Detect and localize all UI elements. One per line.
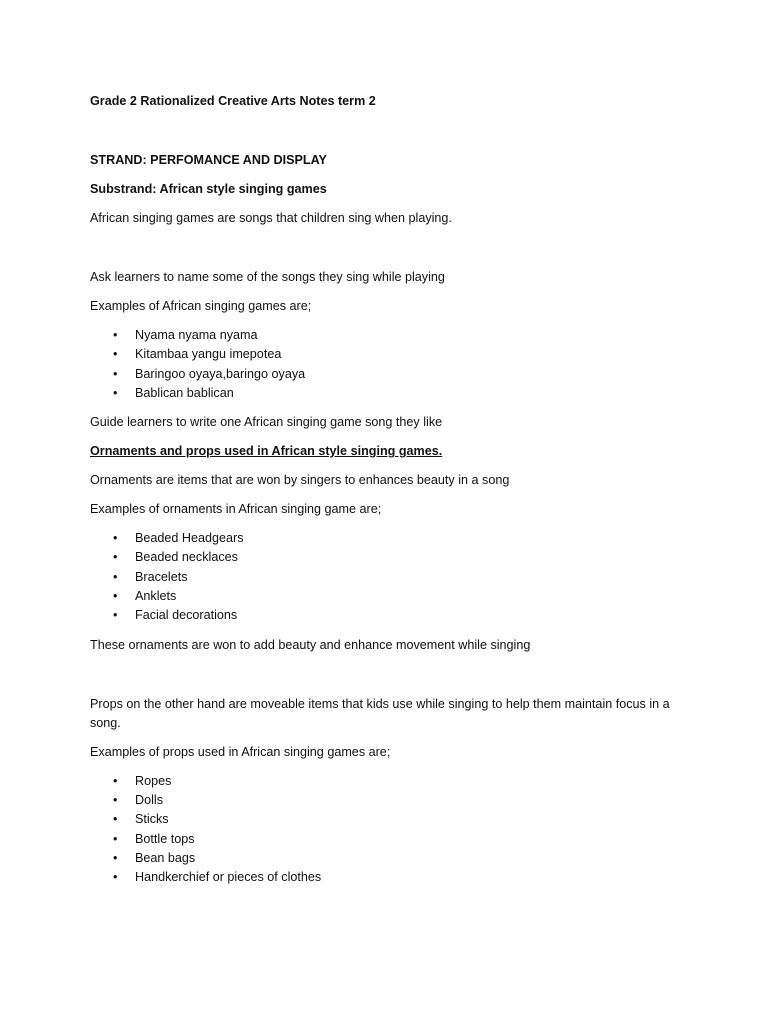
bullet-icon: • bbox=[113, 531, 118, 546]
list-item: • Facial decorations bbox=[90, 606, 688, 625]
bullet-icon: • bbox=[113, 870, 118, 885]
list-item: • Nyama nyama nyama bbox=[90, 326, 688, 345]
props-definition: Props on the other hand are moveable items that kids use while singing to help them maintain focus in a song. bbox=[90, 696, 670, 730]
ask-learners-paragraph: Ask learners to name some of the songs they sing while playing bbox=[90, 270, 445, 284]
ornaments-purpose: These ornaments are won to add beauty and enhance movement while singing bbox=[90, 637, 531, 652]
examples-props-intro: Examples of props used in African singing games are; bbox=[90, 744, 391, 759]
substrand-heading: Substrand: African style singing games bbox=[90, 182, 327, 196]
list-item: • Handkerchief or pieces of clothes bbox=[90, 868, 688, 887]
ornaments-definition: Ornaments are items that are won by singers to enhances beauty in a song bbox=[90, 473, 510, 488]
list-item: • Baringoo oyaya,baringo oyaya bbox=[90, 365, 688, 384]
bullet-icon: • bbox=[113, 608, 118, 623]
examples-games-intro: Examples of African singing games are; bbox=[90, 299, 312, 313]
list-item: • Dolls bbox=[90, 791, 688, 810]
bullet-icon: • bbox=[113, 589, 118, 604]
intro-paragraph: African singing games are songs that children sing when playing. bbox=[90, 211, 452, 225]
list-item: • Bean bags bbox=[90, 849, 688, 868]
list-item: • Ropes bbox=[90, 772, 688, 791]
examples-ornaments-intro: Examples of ornaments in African singing game are; bbox=[90, 502, 382, 517]
bullet-icon: • bbox=[113, 385, 118, 400]
strand-heading: STRAND: PERFOMANCE AND DISPLAY bbox=[90, 153, 327, 167]
bullet-icon: • bbox=[113, 347, 118, 362]
bullet-icon: • bbox=[113, 550, 118, 565]
list-item: • Kitambaa yangu imepotea bbox=[90, 345, 688, 364]
list-item: • Beaded Headgears bbox=[90, 529, 688, 548]
bullet-icon: • bbox=[113, 328, 118, 342]
bullet-icon: • bbox=[113, 773, 118, 788]
bullet-icon: • bbox=[113, 792, 118, 807]
props-list bbox=[90, 772, 688, 888]
list-item: • Bracelets bbox=[90, 568, 688, 587]
ornaments-list bbox=[90, 529, 688, 625]
list-item: • Beaded necklaces bbox=[90, 548, 688, 567]
list-item: • Bottle tops bbox=[90, 830, 688, 849]
list-item: • Bablican bablican bbox=[90, 384, 688, 403]
document-title: Grade 2 Rationalized Creative Arts Notes term 2 bbox=[90, 94, 376, 108]
guide-learners-paragraph: Guide learners to write one African singing game song they like bbox=[90, 415, 443, 430]
list-item: • Sticks bbox=[90, 810, 688, 829]
games-list bbox=[90, 326, 688, 403]
ornaments-heading: Ornaments and props used in African style singing games. bbox=[90, 444, 443, 459]
bullet-icon: • bbox=[113, 569, 118, 584]
list-item: • Anklets bbox=[90, 587, 688, 606]
bullet-icon: • bbox=[113, 831, 118, 846]
bullet-icon: • bbox=[113, 850, 118, 865]
bullet-icon: • bbox=[113, 366, 118, 381]
bullet-icon: • bbox=[113, 812, 118, 827]
